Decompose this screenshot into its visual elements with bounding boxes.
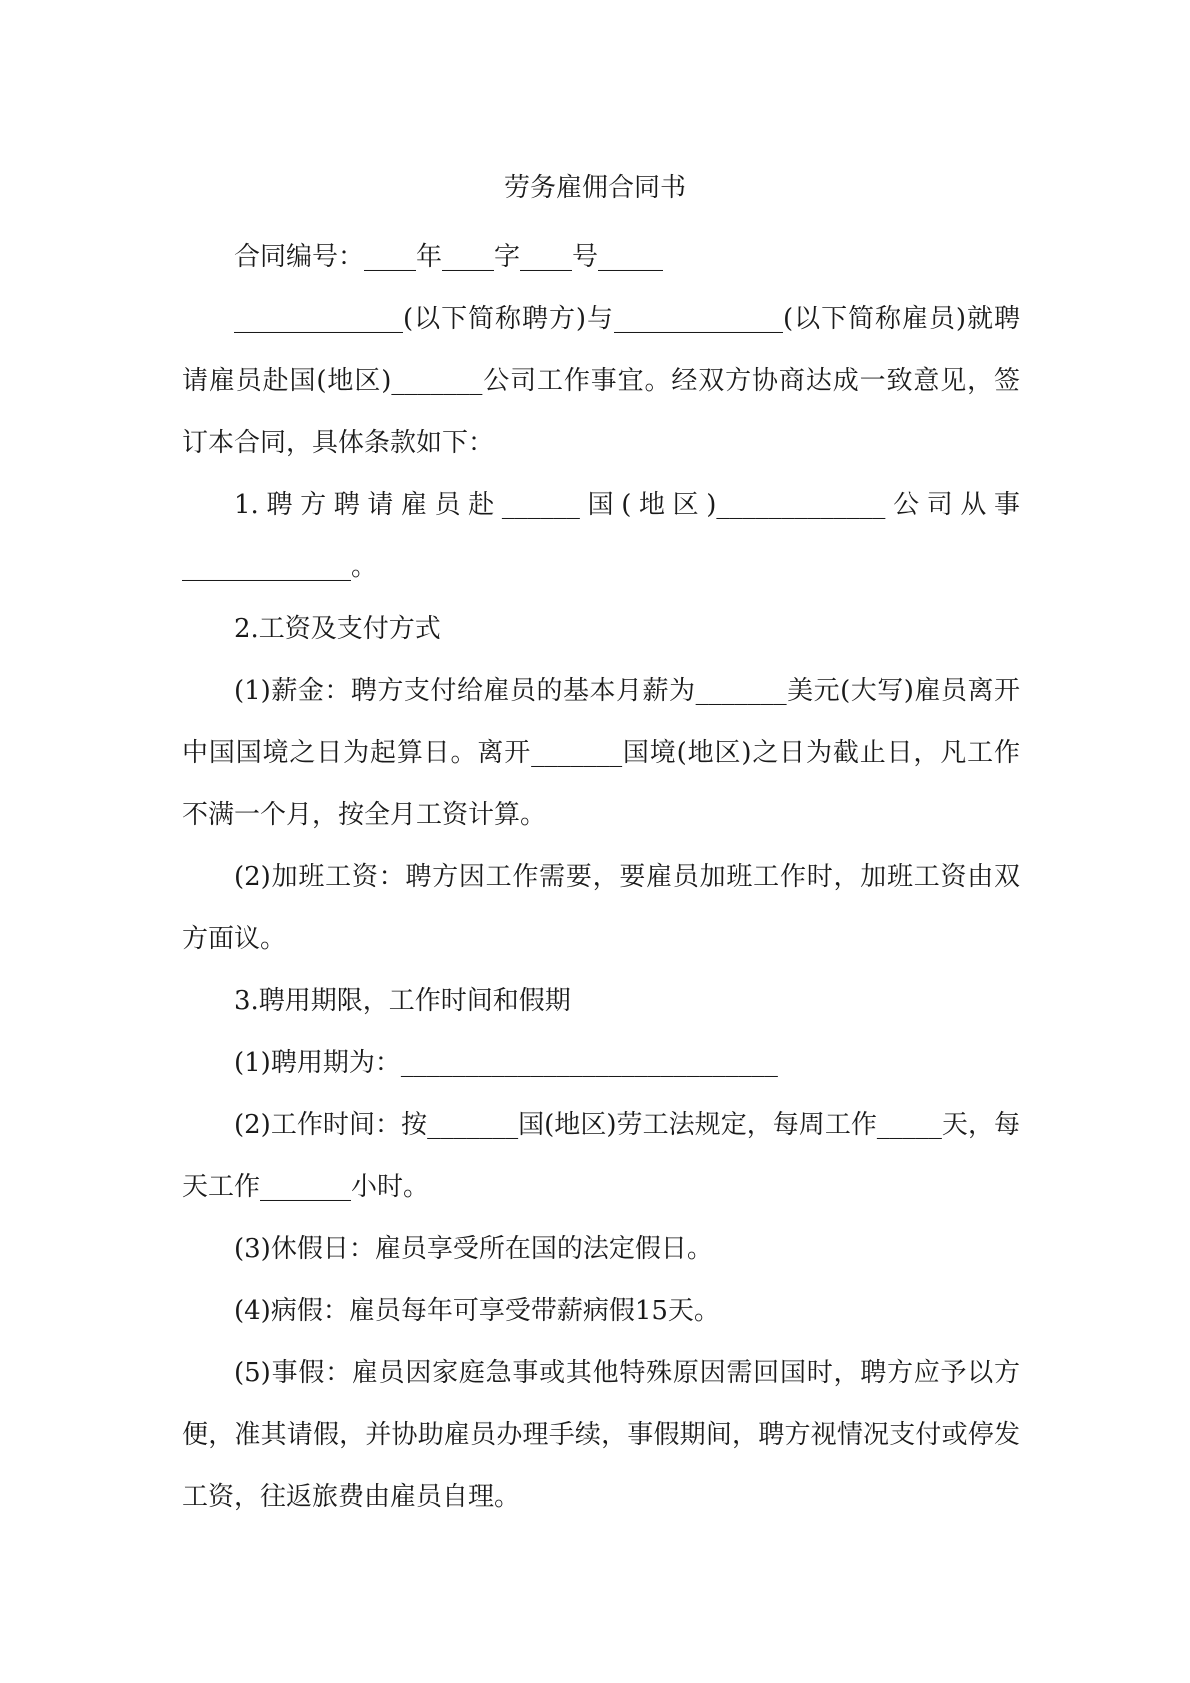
clause-3-heading: 3.聘用期限，工作时间和假期 <box>234 986 571 1016</box>
contract-number: 合同编号：____年____字____号_____ <box>234 242 664 272</box>
clause-3-2-working-hours: (2)工作时间：按_______国(地区)劳工法规定，每周工作_____天，每天工作_______小时。 <box>182 1110 1020 1202</box>
document-title: 劳务雇佣合同书 <box>503 173 686 203</box>
clause-2-1-salary: (1)薪金：聘方支付给雇员的基本月薪为_______美元(大写)雇员离开中国国境之日为起算日。离开_______国境(地区)之日为截止日，凡工作不满一个月，按全月工资计算。 <box>182 676 1020 830</box>
clause-1: 1.聘方聘请雇员赴______国(地区)_____________公司从事_____________。 <box>182 490 1020 582</box>
document-body <box>182 226 1020 1528</box>
clause-3-1-term: (1)聘用期为：_____________________________ <box>234 1048 778 1078</box>
clause-2-2-overtime: (2)加班工资：聘方因工作需要，要雇员加班工作时，加班工资由双方面议。 <box>182 862 1020 954</box>
clause-3-4-sick-leave: (4)病假：雇员每年可享受带薪病假15天。 <box>234 1296 720 1326</box>
clause-2-heading: 2.工资及支付方式 <box>234 614 441 644</box>
intro-paragraph: _____________(以下简称聘方)与_____________(以下简称雇员)就聘请雇员赴国(地区)_______公司工作事宜。经双方协商达成一致意见，签订本合同，具体条款如下： <box>182 304 1020 458</box>
clause-3-5-personal-leave: (5)事假：雇员因家庭急事或其他特殊原因需回国时，聘方应予以方便，准其请假，并协助雇员办理手续，事假期间，聘方视情况支付或停发工资，往返旅费由雇员自理。 <box>182 1358 1020 1512</box>
clause-3-3-holidays: (3)休假日：雇员享受所在国的法定假日。 <box>234 1234 713 1264</box>
